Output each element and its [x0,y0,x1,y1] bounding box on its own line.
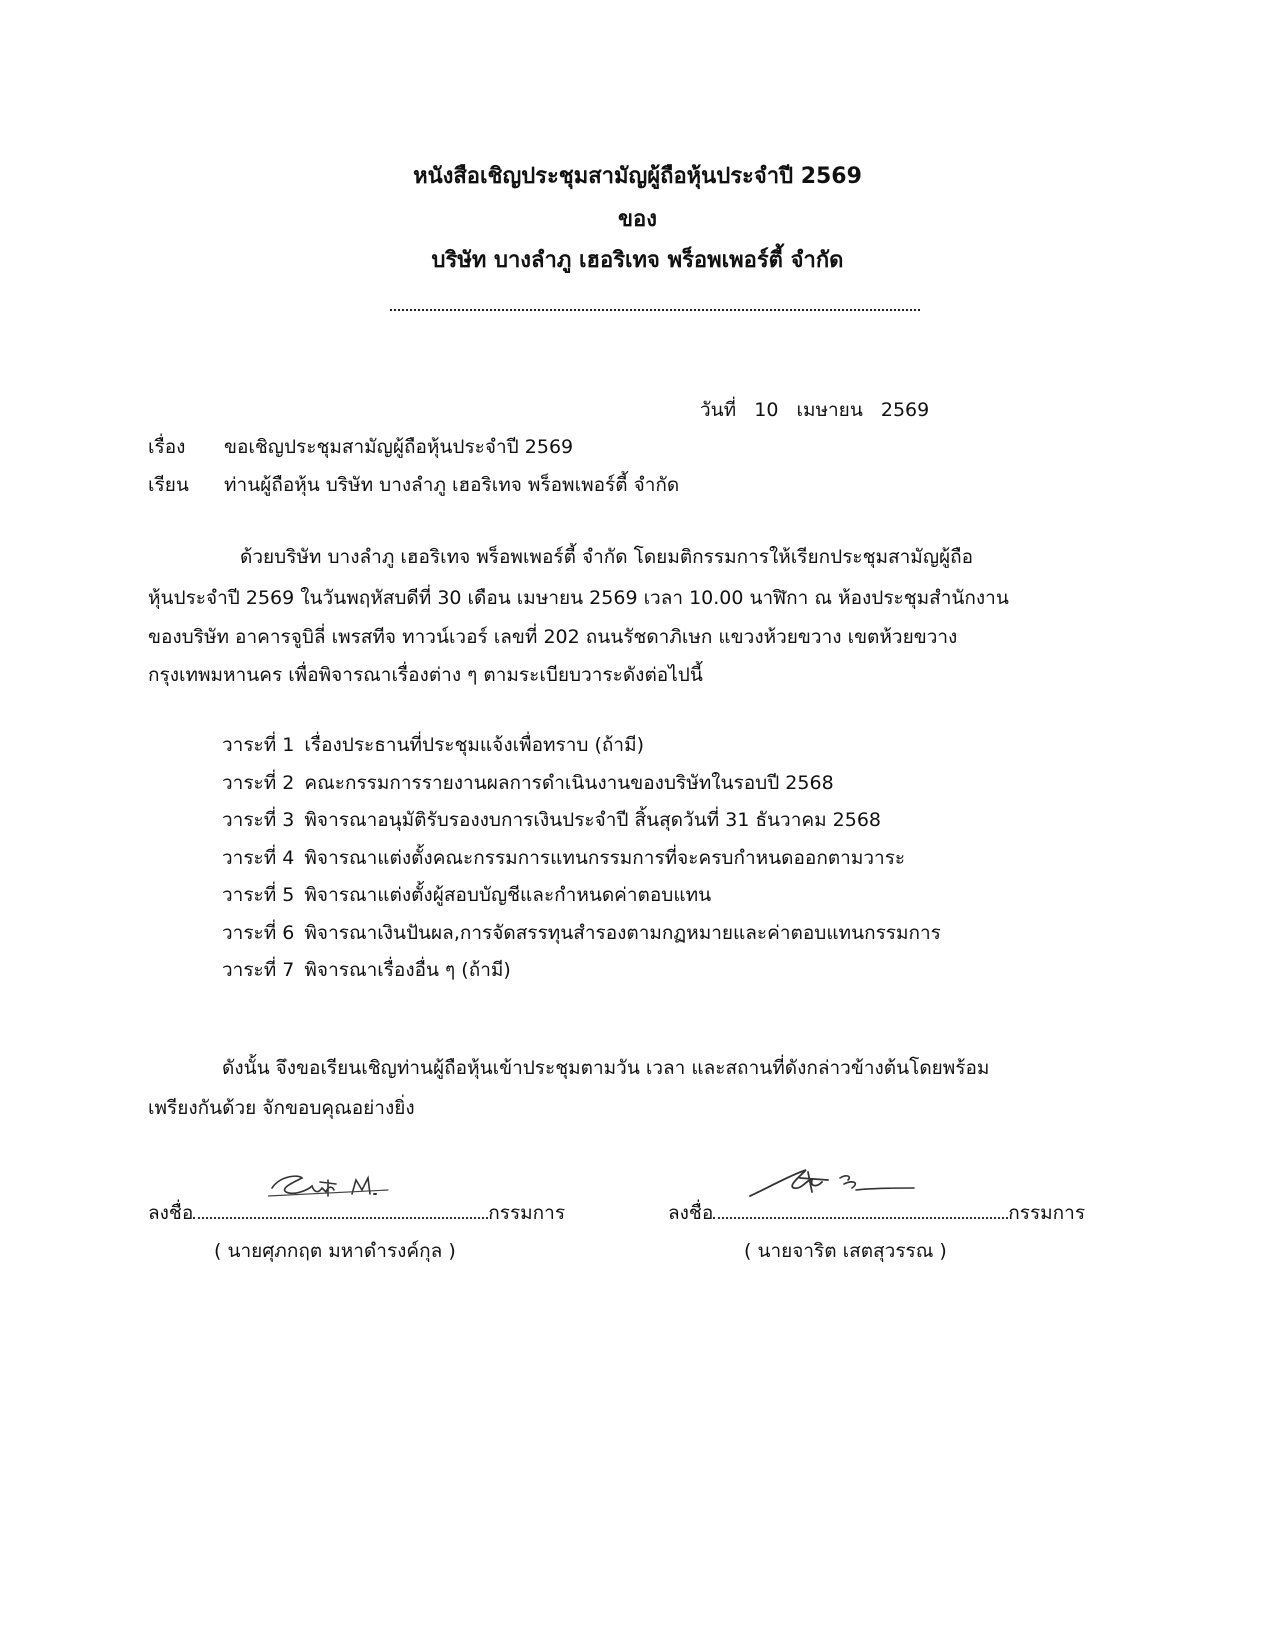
signature-right [668,1198,1085,1228]
letter-date [700,395,941,425]
closing-paragraph-line: เพรียงกันด้วย จักขอบคุณอย่างยิ่ง [148,1097,415,1119]
date-year: 2569 [880,399,930,421]
agenda-number: วาระที่ 2 [222,771,295,794]
agenda-item [222,920,941,958]
agenda-text: พิจารณาแต่งตั้งคณะกรรมการแทนกรรมการที่จะครบกำหนดออกตามวาระ [304,846,906,869]
signature-right-image [748,1166,918,1202]
recipient-text: ท่านผู้ถือหุ้น บริษัท บางลำภู เฮอริเทจ พร็อพเพอร์ตี้ จำกัด [224,474,680,496]
agenda-item [222,882,941,920]
title-divider [390,309,920,311]
agenda-item [222,732,941,770]
subject-label: เรื่อง [148,436,186,458]
agenda-number: วาระที่ 7 [222,959,295,981]
date-month: เมษายน [796,399,863,421]
agenda-text: พิจารณาเงินปันผล,การจัดสรรทุนสำรองตามกฏหมายและค่าตอบแทนกรรมการ [304,921,941,944]
subject-row [148,432,573,462]
agenda-text: พิจารณาอนุมัติรับรองงบการเงินประจำปี สิ้นสุดวันที่ 31 ธันวาคม 2568 [304,809,882,831]
agenda-number: วาระที่ 3 [222,809,295,831]
signature-left [148,1198,565,1228]
document-title: หนังสือเชิญประชุมสามัญผู้ถือหุ้นประจำปี 2569 [413,164,862,189]
signer-name-left: ( นายศุภกฤต มหาดำรงค์กุล ) [214,1240,456,1262]
signature-dotted-line [713,1199,1008,1219]
signature-dotted-line [193,1199,488,1219]
signer-role: กรรมการ [1008,1202,1086,1224]
signer-name-right: ( นายจาริต เสตสุวรรณ ) [744,1240,947,1262]
document-title-connector: ของ [618,207,657,232]
date-day: 10 [754,399,779,421]
signature-left-image [268,1168,418,1202]
recipient-label: เรียน [148,474,189,496]
agenda-item [222,807,941,845]
agenda-item [222,770,941,808]
subject-text: ขอเชิญประชุมสามัญผู้ถือหุ้นประจำปี 2569 [224,436,574,458]
intro-paragraph-line: ด้วยบริษัท บางลำภู เฮอริเทจ พร็อพเพอร์ตี้ จำกัด โดยมติกรรมการให้เรียกประชุมสามัญผู้ถือ [240,546,974,568]
recipient-row [148,470,679,500]
closing-paragraph-line: ดังนั้น จึงขอเรียนเชิญท่านผู้ถือหุ้นเข้าประชุมตามวัน เวลา และสถานที่ดังกล่าวข้างต้นโดยพร้อม [222,1057,990,1079]
agenda-number: วาระที่ 1 [222,734,295,756]
agenda-text: พิจารณาเรื่องอื่น ๆ (ถ้ามี) [304,959,511,981]
agenda-list [222,732,941,995]
agenda-number: วาระที่ 6 [222,921,295,944]
agenda-text: พิจารณาแต่งตั้งผู้สอบบัญชีและกำหนดค่าตอบแทน [304,884,712,906]
agenda-number: วาระที่ 5 [222,884,295,906]
signer-role: กรรมการ [488,1202,566,1224]
intro-paragraph-line: หุ้นประจำปี 2569 ในวันพฤหัสบดีที่ 30 เดือน เมษายน 2569 เวลา 10.00 นาฬิกา ณ ห้องประชุมสำนักงาน [148,587,1009,609]
intro-paragraph-line: กรุงเทพมหานคร เพื่อพิจารณาเรื่องต่าง ๆ ตามระเบียบวาระดังต่อไปนี้ [148,664,703,686]
agenda-text: เรื่องประธานที่ประชุมแจ้งเพื่อทราบ (ถ้ามี) [304,734,645,756]
agenda-item [222,845,941,883]
agenda-number: วาระที่ 4 [222,846,295,869]
date-label: วันที่ [700,399,737,421]
sign-label: ลงชื่อ [668,1202,714,1224]
company-name-title: บริษัท บางลำภู เฮอริเทจ พร็อพเพอร์ตี้ จำกัด [431,248,844,273]
agenda-item [222,957,941,995]
sign-label: ลงชื่อ [148,1202,194,1224]
agenda-text: คณะกรรมการรายงานผลการดำเนินงานของบริษัทในรอบปี 2568 [304,771,834,794]
intro-paragraph-line: ของบริษัท อาคารจูบิลี่ เพรสทีจ ทาวน์เวอร์ เลขที่ 202 ถนนรัชดาภิเษก แขวงห้วยขวาง เขตห้วยขวาง [148,626,958,648]
